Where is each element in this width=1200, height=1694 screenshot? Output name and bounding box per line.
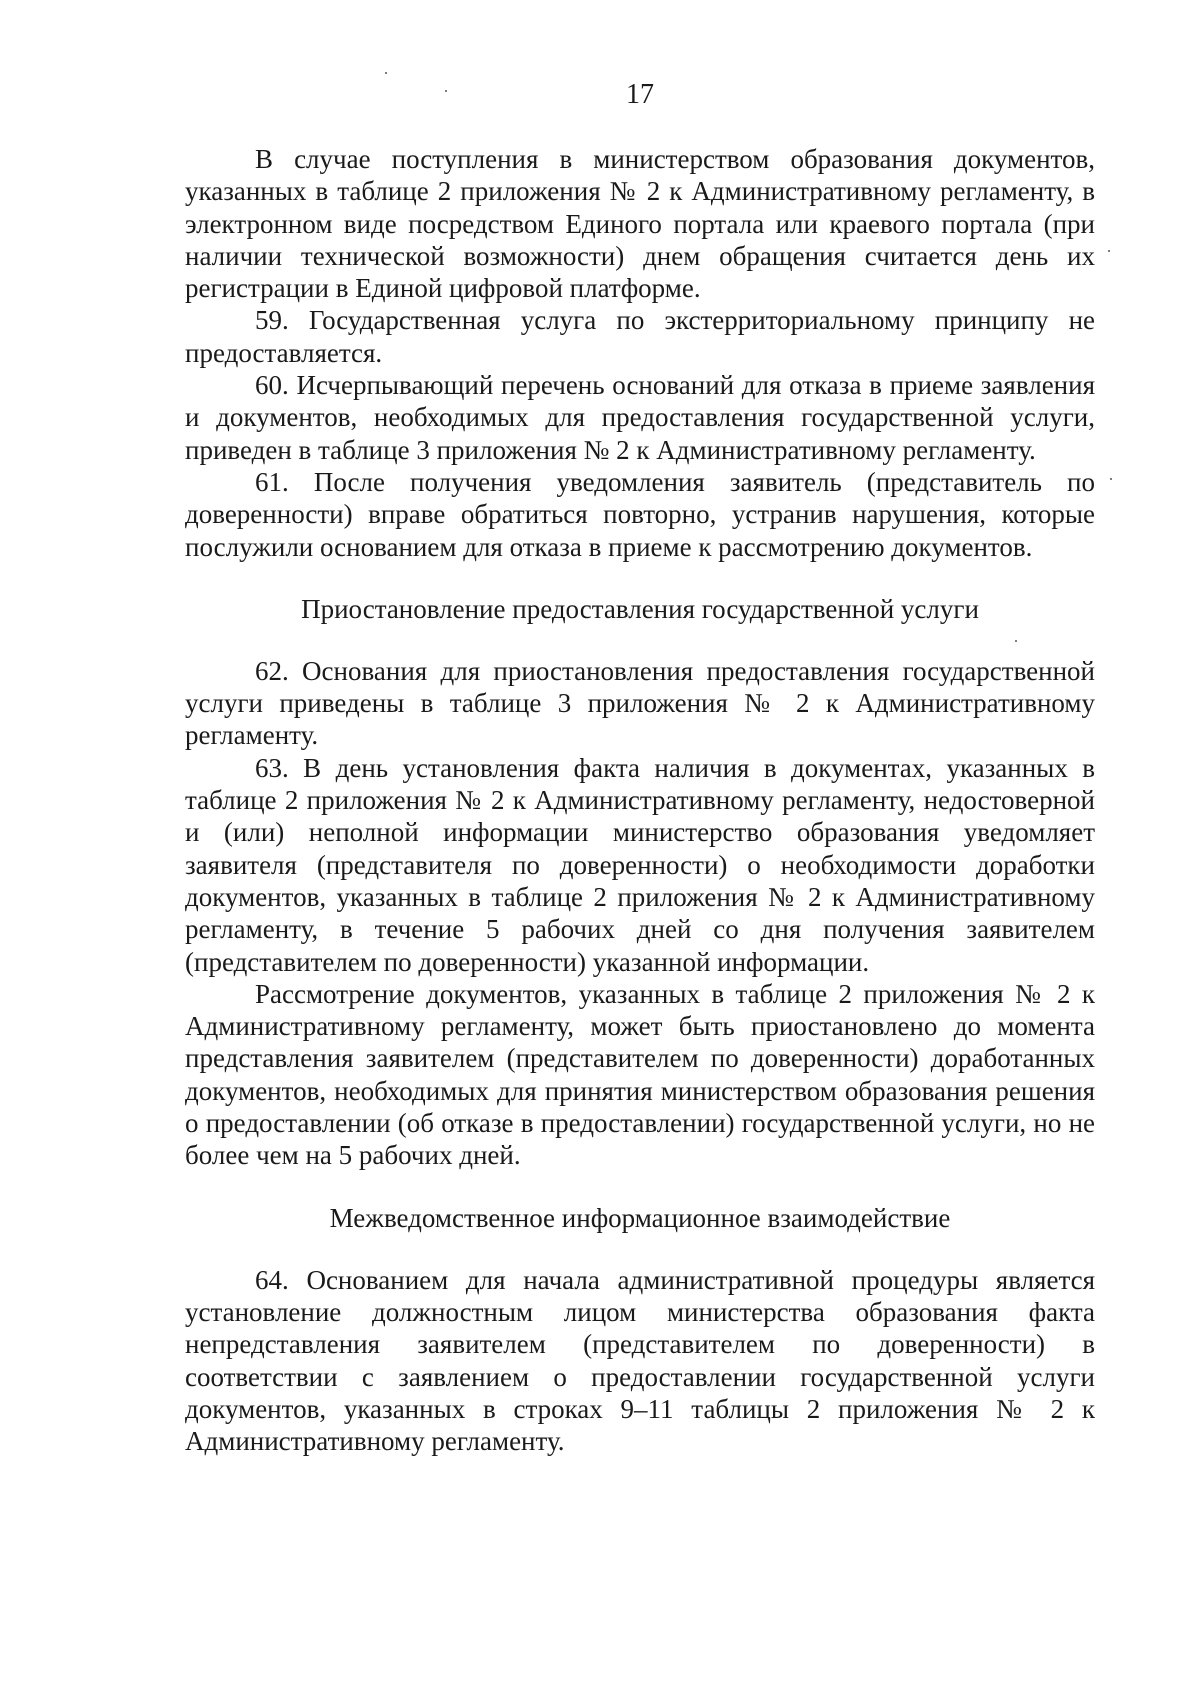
document-body xyxy=(185,143,1095,1457)
paragraph: В случае поступления в министерством образования документов, указанных в таблице 2 приложения № 2 к Административному регламенту, в электронном виде посредством Единого портала или краевого портала (при наличии технической возможности) днем обращения считается день их регистрации в Единой цифровой платформе. xyxy=(185,144,1095,304)
page-number: 17 xyxy=(626,79,654,110)
paragraph-59: 59. Государственная услуга по экстерриториальному принципу не предоставляется. xyxy=(185,305,1095,368)
scan-speck xyxy=(1108,250,1110,252)
paragraph-64: 64. Основанием для начала административной процедуры является установление должностным лицом министерства образования факта непредставления заявителем (представителем по доверенности) в соответствии с заявлением о предоставлении государственной услуги документов, указанных в строках 9–11 таблицы 2 приложения № 2 к Административному регламенту. xyxy=(185,1264,1095,1457)
paragraph-63-continued: Рассмотрение документов, указанных в таблице 2 приложения № 2 к Административному регламенту, может быть приостановлено до момента представления заявителем (представителем по доверенности) доработанных документов, необходимых для принятия министерством образования решения о предоставлении (об отказе в предоставлении) государственной услуги, но не более чем на 5 рабочих дней. xyxy=(185,978,1095,1171)
paragraph-62: 62. Основания для приостановления предоставления государственной услуги приведены в таблице 3 приложения № 2 к Административному регламенту. xyxy=(185,655,1095,751)
scan-speck xyxy=(1110,478,1112,480)
scan-speck xyxy=(385,72,387,74)
paragraph-63: 63. В день установления факта наличия в документах, указанных в таблице 2 приложения № 2 к Административному регламенту, недостоверной и (или) неполной информации министерство образования уведомляет заявителя (представителя по доверенности) о необходимости доработки документов, указанных в таблице 2 приложения № 2 к Административному регламенту, в течение 5 рабочих дней со дня получения заявителем (представителем по доверенности) указанной информации. xyxy=(185,752,1095,977)
paragraph-60: 60. Исчерпывающий перечень оснований для отказа в приеме заявления и документов, необходимых для предоставления государственной услуги, приведен в таблице 3 приложения № 2 к Административному регламенту. xyxy=(185,370,1095,465)
section-heading: Межведомственное информационное взаимодействие xyxy=(329,1202,951,1233)
scan-speck xyxy=(445,90,447,92)
paragraph-61: 61. После получения уведомления заявитель (представитель по доверенности) вправе обратиться повторно, устранив нарушения, которые послужили основанием для отказа в приеме к рассмотрению документов. xyxy=(185,466,1095,562)
section-heading: Приостановление предоставления государственной услуги xyxy=(301,593,979,624)
